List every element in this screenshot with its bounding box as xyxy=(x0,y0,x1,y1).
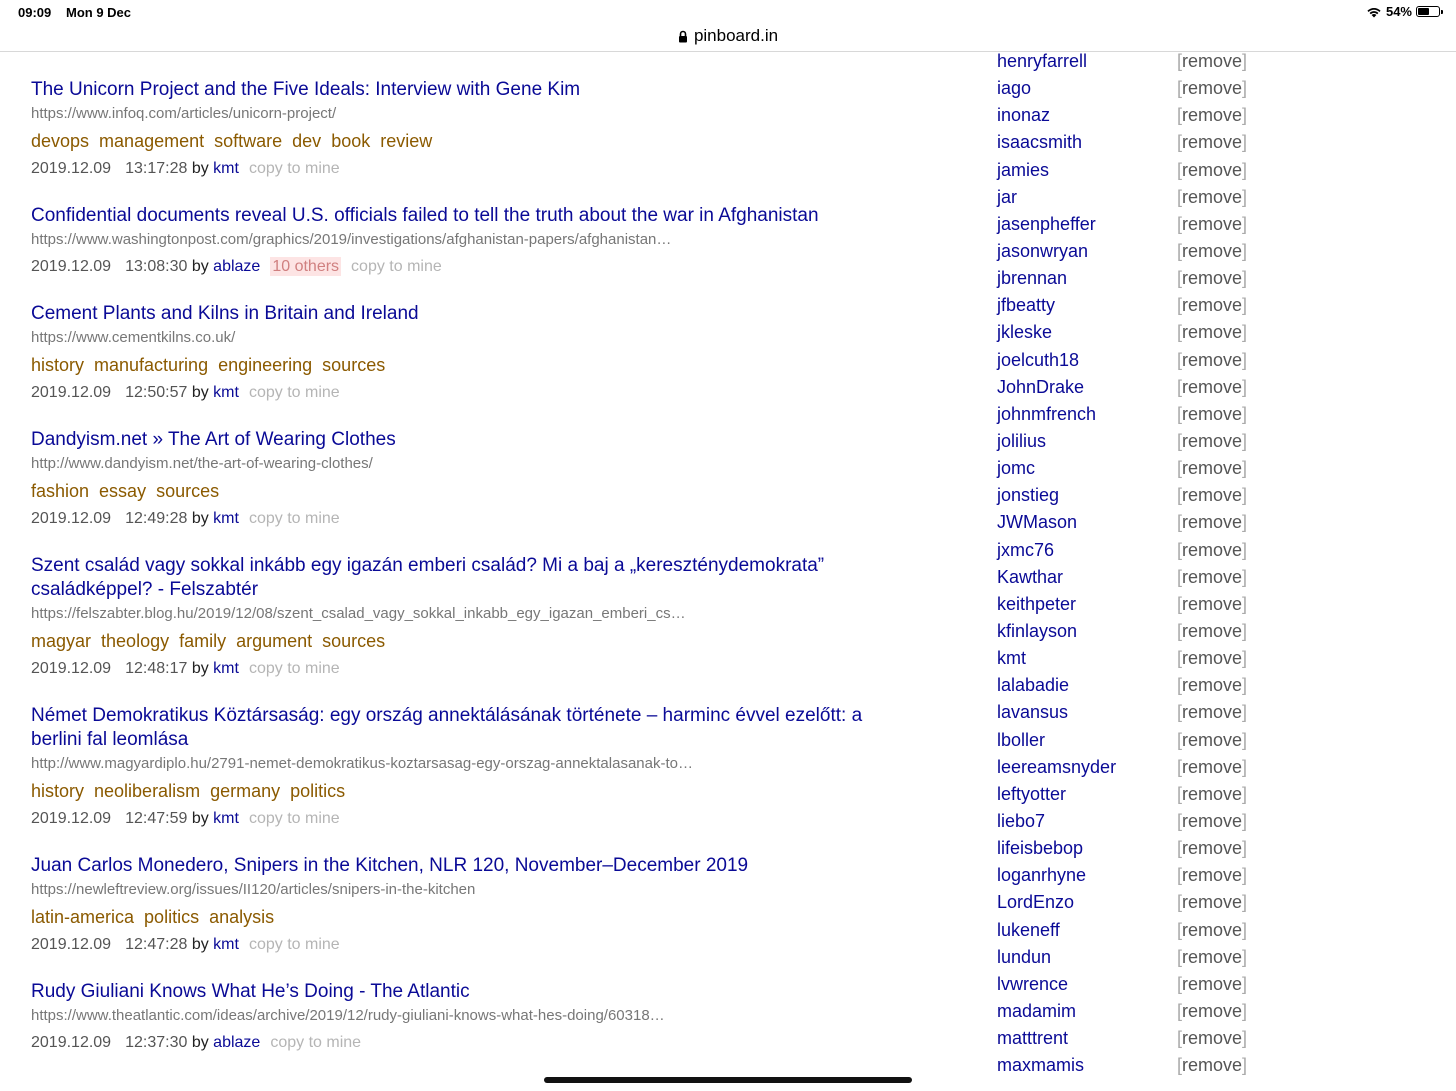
network-user-link[interactable]: lvwrence xyxy=(997,973,1069,994)
remove-link[interactable]: [remove] xyxy=(1177,621,1248,642)
bookmark-time[interactable]: 13:08:30 xyxy=(125,258,188,275)
remove-link[interactable]: [remove] xyxy=(1177,213,1248,234)
network-user-link[interactable]: jkleske xyxy=(997,322,1053,343)
copy-to-mine-link[interactable]: copy to mine xyxy=(248,510,340,527)
network-user-link[interactable]: liebo7 xyxy=(997,811,1046,831)
network-row xyxy=(997,917,1257,944)
wifi-icon xyxy=(1366,6,1382,18)
remove-link[interactable]: [remove] xyxy=(1177,376,1248,397)
bookmark-meta xyxy=(31,1032,881,1054)
tag-list xyxy=(31,906,881,928)
bookmark-date: 2019.12.09 xyxy=(31,660,112,677)
remove-link[interactable]: [remove] xyxy=(1177,1000,1248,1021)
network-row xyxy=(997,374,1257,401)
network-row xyxy=(997,754,1257,781)
lock-icon xyxy=(678,30,688,43)
network-row xyxy=(997,591,1257,618)
network-row xyxy=(997,645,1257,672)
tag-list xyxy=(31,354,881,376)
network-row xyxy=(997,184,1257,211)
network-row xyxy=(997,944,1257,971)
tag-link[interactable]: review xyxy=(380,131,433,151)
network-row xyxy=(997,102,1257,129)
network-row xyxy=(997,292,1257,319)
network-user-link[interactable]: jomc xyxy=(997,458,1036,479)
network-user-link[interactable]: jasenpheffer xyxy=(997,213,1096,234)
network-user-link[interactable]: jar xyxy=(997,186,1018,207)
remove-link[interactable]: [remove] xyxy=(1177,186,1248,207)
tag-link[interactable]: history xyxy=(31,781,85,801)
remove-link[interactable]: [remove] xyxy=(1177,1055,1248,1076)
remove-link[interactable]: [remove] xyxy=(1177,648,1248,669)
tag-link[interactable]: argument xyxy=(236,631,313,651)
tag-link[interactable]: engineering xyxy=(218,355,313,375)
network-row xyxy=(997,564,1257,591)
remove-link[interactable]: [remove] xyxy=(1177,865,1248,886)
remove-link[interactable]: [remove] xyxy=(1177,403,1248,424)
tag-link[interactable]: theology xyxy=(101,631,170,651)
remove-link[interactable]: [remove] xyxy=(1177,566,1248,587)
tag-link[interactable]: fashion xyxy=(31,481,90,501)
remove-link[interactable]: [remove] xyxy=(1177,783,1248,804)
bookmark-time[interactable]: 12:47:28 xyxy=(125,936,188,953)
remove-link[interactable]: [remove] xyxy=(1177,485,1248,506)
bookmark-url: https://www.cementkilns.co.uk/ xyxy=(31,329,236,346)
copy-to-mine-link[interactable]: copy to mine xyxy=(248,660,340,677)
network-row xyxy=(997,998,1257,1025)
remove-link[interactable]: [remove] xyxy=(1177,51,1248,72)
bookmark-url: https://www.theatlantic.com/ideas/archive/2019/12/rudy-giuliani-knows-what-hes-doing/60318… xyxy=(31,1007,665,1024)
bookmark-date: 2019.12.09 xyxy=(31,258,112,275)
tag-link[interactable]: book xyxy=(331,131,371,151)
network-user-link[interactable]: inonaz xyxy=(997,105,1051,126)
bookmark-user-link[interactable]: kmt xyxy=(213,936,239,953)
bookmark-url: https://newleftreview.org/issues/II120/articles/snipers-in-the-kitchen xyxy=(31,881,476,898)
bookmark-title-link[interactable]: Német Demokratikus Köztársaság: egy ország annektálásának története – harminc évvel ezelőtt: a berlini fal leomlása xyxy=(31,705,863,750)
by-label: by xyxy=(191,810,209,827)
bookmark-meta xyxy=(31,658,881,680)
bookmark-item xyxy=(31,980,881,1054)
remove-link[interactable]: [remove] xyxy=(1177,756,1248,777)
network-row xyxy=(997,75,1257,102)
status-bar xyxy=(0,0,1456,26)
network-user-link[interactable]: lukeneff xyxy=(997,919,1060,940)
bookmark-user-link[interactable]: kmt xyxy=(213,810,239,827)
bookmark-time[interactable]: 12:37:30 xyxy=(125,1034,188,1051)
network-row xyxy=(997,862,1257,889)
bookmark-item xyxy=(31,554,881,680)
bookmark-user-link[interactable]: kmt xyxy=(213,660,239,677)
remove-link[interactable]: [remove] xyxy=(1177,322,1248,343)
remove-link[interactable]: [remove] xyxy=(1177,946,1248,967)
network-user-link[interactable]: leereamsnyder xyxy=(997,756,1117,777)
tag-link[interactable]: sources xyxy=(156,481,220,501)
by-label: by xyxy=(191,160,209,177)
tag-link[interactable]: sources xyxy=(322,355,386,375)
bookmark-list xyxy=(31,78,881,1078)
remove-link[interactable]: [remove] xyxy=(1177,973,1248,994)
network-row xyxy=(997,319,1257,346)
network-row xyxy=(997,889,1257,916)
network-row xyxy=(997,537,1257,564)
network-user-link[interactable]: kmt xyxy=(997,648,1026,669)
copy-to-mine-link[interactable]: copy to mine xyxy=(270,1034,362,1051)
bookmark-user-link[interactable]: ablaze xyxy=(213,258,261,275)
tag-list xyxy=(31,130,881,152)
network-row xyxy=(997,238,1257,265)
tag-link[interactable]: management xyxy=(99,131,205,151)
copy-to-mine-link[interactable]: copy to mine xyxy=(248,936,340,953)
network-row xyxy=(997,672,1257,699)
bookmark-title-link[interactable]: Szent család vagy sokkal inkább egy igazán emberi család? Mi a baj a „kereszténydemokrata” családképpel? - Felszabtér xyxy=(31,555,825,600)
bookmark-date: 2019.12.09 xyxy=(31,1034,112,1051)
network-row xyxy=(997,129,1257,156)
bookmark-item xyxy=(31,854,881,956)
network-user-link[interactable]: kfinlayson xyxy=(997,621,1078,642)
tag-link[interactable]: politics xyxy=(290,781,346,801)
bookmark-item xyxy=(31,428,881,530)
tag-link[interactable]: magyar xyxy=(31,631,92,651)
bookmark-user-link[interactable]: kmt xyxy=(213,510,239,527)
bookmark-user-link[interactable]: kmt xyxy=(213,384,239,401)
bookmark-meta xyxy=(31,808,881,830)
status-date: Mon 9 Dec xyxy=(66,5,132,20)
bookmark-time[interactable]: 12:48:17 xyxy=(125,660,188,677)
network-row xyxy=(997,1025,1257,1052)
network-user-link[interactable]: henryfarrell xyxy=(997,51,1088,72)
remove-link[interactable]: [remove] xyxy=(1177,702,1248,723)
bookmark-time[interactable]: 12:50:57 xyxy=(125,384,188,401)
network-row xyxy=(997,428,1257,455)
network-row xyxy=(997,781,1257,808)
network-user-link[interactable]: jolilius xyxy=(997,431,1047,452)
status-time: 09:09 xyxy=(18,5,52,20)
network-user-link[interactable]: maxmamis xyxy=(997,1055,1085,1076)
network-user-link[interactable]: jonstieg xyxy=(997,485,1060,506)
network-user-link[interactable]: LordEnzo xyxy=(997,892,1075,913)
network-row xyxy=(997,699,1257,726)
by-label: by xyxy=(191,384,209,401)
network-user-link[interactable]: madamim xyxy=(997,1000,1077,1021)
network-user-link[interactable]: jxmc76 xyxy=(997,539,1055,560)
remove-link[interactable]: [remove] xyxy=(1177,268,1248,289)
network-row xyxy=(997,727,1257,754)
network-user-link[interactable]: jfbeatty xyxy=(997,295,1056,316)
remove-link[interactable]: [remove] xyxy=(1177,132,1248,153)
remove-link[interactable]: [remove] xyxy=(1177,458,1248,479)
network-user-link[interactable]: JohnDrake xyxy=(997,376,1085,397)
copy-to-mine-link[interactable]: copy to mine xyxy=(248,810,340,827)
tag-link[interactable]: analysis xyxy=(209,907,275,927)
bookmark-date: 2019.12.09 xyxy=(31,384,112,401)
network-user-link[interactable]: jbrennan xyxy=(997,268,1068,289)
bookmark-meta xyxy=(31,508,881,530)
tag-link[interactable]: neoliberalism xyxy=(94,781,201,801)
remove-link[interactable]: [remove] xyxy=(1177,892,1248,913)
tag-link[interactable]: family xyxy=(179,631,227,651)
bookmark-item xyxy=(31,204,881,278)
bookmark-item xyxy=(31,704,881,830)
bookmark-url: http://www.magyardiplo.hu/2791-nemet-demokratikus-koztarsasag-egy-orszag-annektalasanak-to… xyxy=(31,755,693,772)
network-user-link[interactable]: lalabadie xyxy=(997,675,1070,696)
remove-link[interactable]: [remove] xyxy=(1177,512,1248,533)
battery-icon xyxy=(1416,6,1440,17)
bookmark-title-link[interactable]: The Unicorn Project and the Five Ideals: Interview with Gene Kim xyxy=(31,79,581,100)
by-label: by xyxy=(191,258,209,275)
network-row xyxy=(997,265,1257,292)
by-label: by xyxy=(191,1034,209,1051)
bookmark-user-link[interactable]: ablaze xyxy=(213,1034,261,1051)
network-row xyxy=(997,618,1257,645)
network-row xyxy=(997,1052,1257,1079)
bookmark-item xyxy=(31,78,881,180)
tag-link[interactable]: latin-america xyxy=(31,907,135,927)
bookmark-time[interactable]: 12:47:59 xyxy=(125,810,188,827)
url-text[interactable]: pinboard.in xyxy=(693,26,779,45)
network-user-link[interactable]: leftyotter xyxy=(997,783,1067,804)
bookmark-meta xyxy=(31,382,881,404)
bookmark-meta xyxy=(31,256,881,278)
by-label: by xyxy=(191,660,209,677)
network-user-link[interactable]: johnmfrench xyxy=(997,403,1097,424)
network-user-link[interactable]: joelcuth18 xyxy=(997,349,1080,370)
bookmark-url: https://felszabter.blog.hu/2019/12/08/szent_csalad_vagy_sokkal_inkabb_egy_igazan_emberi_cs… xyxy=(31,605,686,622)
tag-link[interactable]: essay xyxy=(99,481,147,501)
network-user-link[interactable]: isaacsmith xyxy=(997,132,1083,153)
remove-link[interactable]: [remove] xyxy=(1177,349,1248,370)
tag-link[interactable]: dev xyxy=(292,131,322,151)
bookmark-title-link[interactable]: Dandyism.net » The Art of Wearing Clothes xyxy=(31,429,396,450)
network-user-link[interactable]: loganrhyne xyxy=(997,865,1087,886)
bookmark-date: 2019.12.09 xyxy=(31,810,112,827)
tag-list xyxy=(31,780,881,802)
by-label: by xyxy=(191,936,209,953)
battery-percent: 54% xyxy=(1385,4,1412,19)
network-user-list xyxy=(997,48,1257,1079)
network-row xyxy=(997,482,1257,509)
network-row xyxy=(997,835,1257,862)
tag-list xyxy=(31,630,881,652)
tag-link[interactable]: politics xyxy=(144,907,200,927)
remove-link[interactable]: [remove] xyxy=(1177,811,1248,831)
remove-link[interactable]: [remove] xyxy=(1177,675,1248,696)
copy-to-mine-link[interactable]: copy to mine xyxy=(248,384,340,401)
bookmark-url: https://www.infoq.com/articles/unicorn-project/ xyxy=(31,105,337,122)
remove-link[interactable]: [remove] xyxy=(1177,295,1248,316)
by-label: by xyxy=(191,510,209,527)
bookmark-url: https://www.washingtonpost.com/graphics/2019/investigations/afghanistan-papers/afghanistan… xyxy=(31,231,672,248)
bookmark-date: 2019.12.09 xyxy=(31,160,112,177)
bookmark-title-link[interactable]: Cement Plants and Kilns in Britain and Ireland xyxy=(31,303,419,324)
remove-link[interactable]: [remove] xyxy=(1177,159,1248,180)
others-link[interactable]: 10 others xyxy=(272,258,340,275)
bookmark-title-link[interactable]: Rudy Giuliani Knows What He’s Doing - The Atlantic xyxy=(31,981,470,1002)
remove-link[interactable]: [remove] xyxy=(1177,919,1248,940)
network-row xyxy=(997,509,1257,536)
remove-link[interactable]: [remove] xyxy=(1177,593,1248,614)
copy-to-mine-link[interactable]: copy to mine xyxy=(351,258,442,275)
network-user-link[interactable]: lboller xyxy=(997,729,1046,750)
bookmark-item xyxy=(31,302,881,404)
bookmark-time[interactable]: 12:49:28 xyxy=(125,510,188,527)
network-row xyxy=(997,401,1257,428)
copy-to-mine-link[interactable]: copy to mine xyxy=(248,160,340,177)
bookmark-date: 2019.12.09 xyxy=(31,936,112,953)
remove-link[interactable]: [remove] xyxy=(1177,838,1248,859)
network-row xyxy=(997,48,1257,75)
remove-link[interactable]: [remove] xyxy=(1177,729,1248,750)
bookmark-meta xyxy=(31,158,881,180)
bookmark-meta xyxy=(31,934,881,956)
remove-link[interactable]: [remove] xyxy=(1177,431,1248,452)
tag-link[interactable]: manufacturing xyxy=(94,355,209,375)
network-row xyxy=(997,347,1257,374)
network-user-link[interactable]: JWMason xyxy=(997,512,1078,533)
home-indicator[interactable] xyxy=(544,1077,912,1083)
bookmark-title-link[interactable]: Confidential documents reveal U.S. officials failed to tell the truth about the war in Afghanistan xyxy=(31,205,819,226)
remove-link[interactable]: [remove] xyxy=(1177,1028,1248,1049)
tag-link[interactable]: devops xyxy=(31,131,90,151)
network-user-link[interactable]: lavansus xyxy=(997,702,1069,723)
tag-link[interactable]: history xyxy=(31,355,85,375)
network-user-link[interactable]: jamies xyxy=(997,159,1050,180)
remove-link[interactable]: [remove] xyxy=(1177,241,1248,262)
bookmark-url: http://www.dandyism.net/the-art-of-wearing-clothes/ xyxy=(31,455,373,472)
tag-link[interactable]: germany xyxy=(210,781,281,801)
network-user-link[interactable]: jasonwryan xyxy=(997,241,1089,262)
network-user-link[interactable]: lifeisbebop xyxy=(997,838,1084,859)
remove-link[interactable]: [remove] xyxy=(1177,105,1248,126)
status-right xyxy=(1366,4,1440,19)
bookmark-user-link[interactable]: kmt xyxy=(213,160,239,177)
network-user-link[interactable]: lundun xyxy=(997,946,1052,967)
network-row xyxy=(997,157,1257,184)
bookmark-time[interactable]: 13:17:28 xyxy=(125,160,188,177)
network-user-link[interactable]: iago xyxy=(997,78,1032,99)
network-row xyxy=(997,211,1257,238)
network-user-link[interactable]: keithpeter xyxy=(997,593,1077,614)
tag-link[interactable]: sources xyxy=(322,631,386,651)
remove-link[interactable]: [remove] xyxy=(1177,539,1248,560)
remove-link[interactable]: [remove] xyxy=(1177,78,1248,99)
network-row xyxy=(997,455,1257,482)
bookmark-title-link[interactable]: Juan Carlos Monedero, Snipers in the Kitchen, NLR 120, November–December 2019 xyxy=(31,855,749,876)
network-row xyxy=(997,808,1257,835)
network-user-link[interactable]: matttrent xyxy=(997,1028,1069,1049)
network-row xyxy=(997,971,1257,998)
tag-list xyxy=(31,480,881,502)
tag-link[interactable]: software xyxy=(214,131,283,151)
bookmark-date: 2019.12.09 xyxy=(31,510,112,527)
network-user-link[interactable]: Kawthar xyxy=(997,566,1064,587)
